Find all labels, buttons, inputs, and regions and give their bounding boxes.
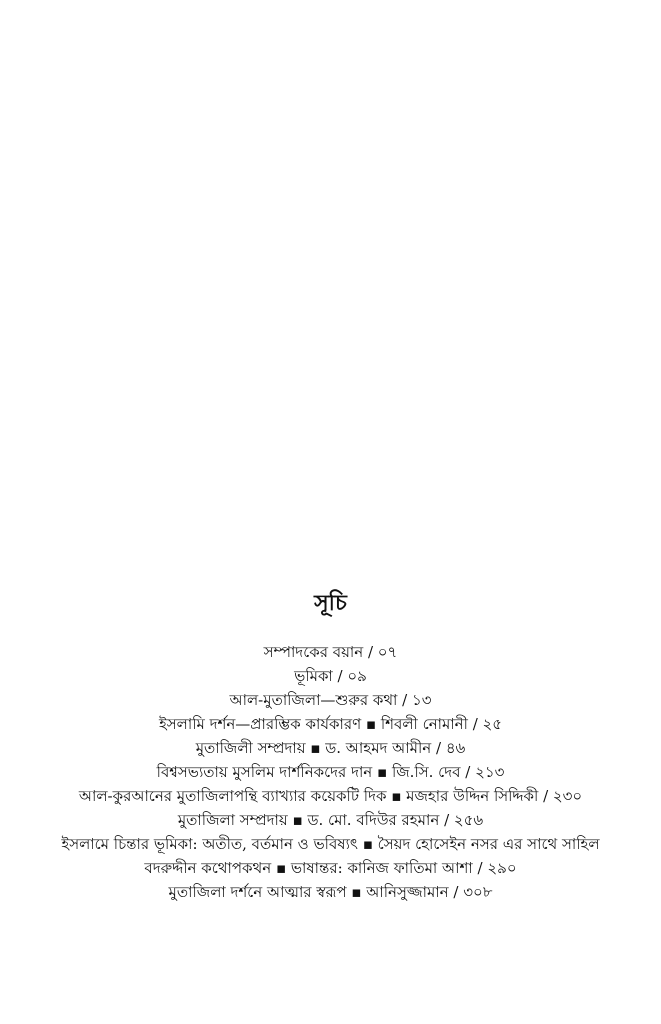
toc-list — [0, 640, 661, 904]
toc-entry: বিশ্বসভ্যতায় মুসলিম দার্শনিকদের দান ▪ জি.সি. দেব / ২১৩ — [156, 763, 505, 781]
toc-entry: মুতাজিলা সম্প্রদায় ▪ ড. মো. বদিউর রহমান / ২৫৬ — [177, 811, 484, 829]
toc-entry: বদরুদ্দীন কথোপকথন ▪ ভাষান্তর: কানিজ ফাতিমা আশা / ২৯০ — [144, 859, 517, 877]
toc-entry: আল-কুরআনের মুতাজিলাপন্থি ব্যাখ্যার কয়েকটি দিক ▪ মজহার উদ্দিন সিদ্দিকী / ২৩০ — [78, 787, 583, 805]
toc-entry: ইসলামে চিন্তার ভূমিকা: অতীত, বর্তমান ও ভবিষ্যৎ ▪ সৈয়দ হোসেইন নসর এর সাথে সাহিল — [61, 835, 600, 853]
toc-entry: ইসলামি দর্শন—প্রারম্ভিক কার্যকারণ ▪ শিবলী নোমানী / ২৫ — [158, 715, 503, 733]
toc-entry: সম্পাদকের বয়ান / ০৭ — [263, 643, 398, 661]
toc-entry: মুতাজিলী সম্প্রদায় ▪ ড. আহমদ আমীন / ৪৬ — [195, 739, 466, 757]
toc-entry: মুতাজিলা দর্শনে আত্মার স্বরূপ ▪ আনিসুজ্জামান / ৩০৮ — [168, 883, 493, 901]
toc-entry: আল-মুতাজিলা—শুরুর কথা / ১৩ — [229, 691, 432, 709]
toc-title: সূচি — [314, 590, 347, 616]
toc-entry: ভূমিকা / ০৯ — [294, 667, 367, 685]
